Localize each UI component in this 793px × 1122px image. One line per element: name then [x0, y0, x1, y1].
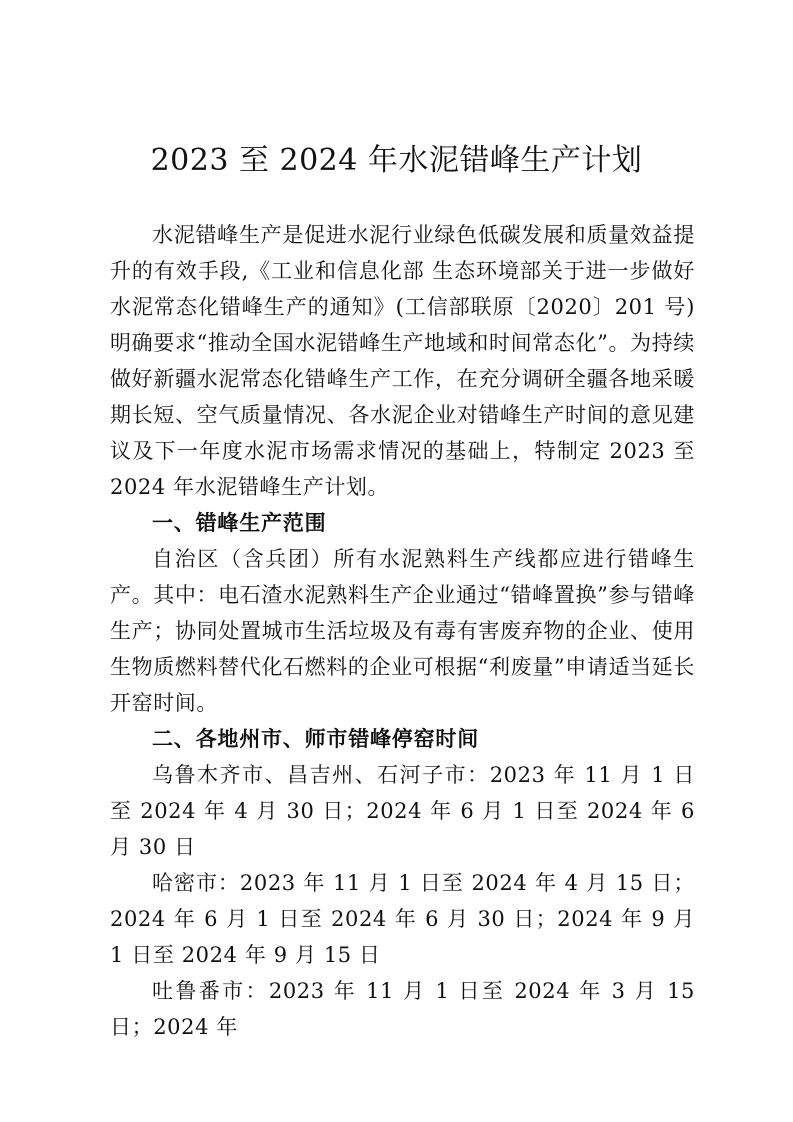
document-body [110, 217, 695, 1045]
intro-paragraph: 水泥错峰生产是促进水泥行业绿色低碳发展和质量效益提升的有效手段,《工业和信息化部 生态环境部关于进一步做好水泥常态化错峰生产的通知》(工信部联原〔2020〕201 号)明确要求“推动全国水泥错峰生产地域和时间常态化”。为持续做好新疆水泥常态化错峰生产工作，在充分调研全疆各地采暖期长短、空气质量情况、各水泥企业对错峰生产时间的意见建议及下一年度水泥市场需求情况的基础上，特制定 2023 至 2024 年水泥错峰生产计划。 [110, 223, 695, 499]
document-title: 2023 至 2024 年水泥错峰生产计划 [150, 143, 643, 178]
section-1-heading: 一、错峰生产范围 [152, 511, 327, 535]
schedule-item-hami: 哈密市：2023 年 11 月 1 日至 2024 年 4 月 15 日；2024 年 6 月 1 日至 2024 年 6 月 30 日；2024 年 9 月 1 日至 2024 年 9 月 15 日 [110, 871, 695, 967]
schedule-item-turpan: 吐鲁番市：2023 年 11 月 1 日至 2024 年 3 月 15 日；2024 年 [110, 979, 695, 1039]
section-2-heading: 二、各地州市、师市错峰停窑时间 [152, 727, 479, 751]
schedule-item-urumqi: 乌鲁木齐市、昌吉州、石河子市：2023 年 11 月 1 日至 2024 年 4 月 30 日；2024 年 6 月 1 日至 2024 年 6 月 30 日 [110, 763, 695, 859]
section-1-paragraph: 自治区（含兵团）所有水泥熟料生产线都应进行错峰生产。其中：电石渣水泥熟料生产企业通过“错峰置换”参与错峰生产；协同处置城市生活垃圾及有毒有害废弃物的企业、使用生物质燃料替代化石燃料的企业可根据“利废量”申请适当延长开窑时间。 [110, 547, 695, 715]
